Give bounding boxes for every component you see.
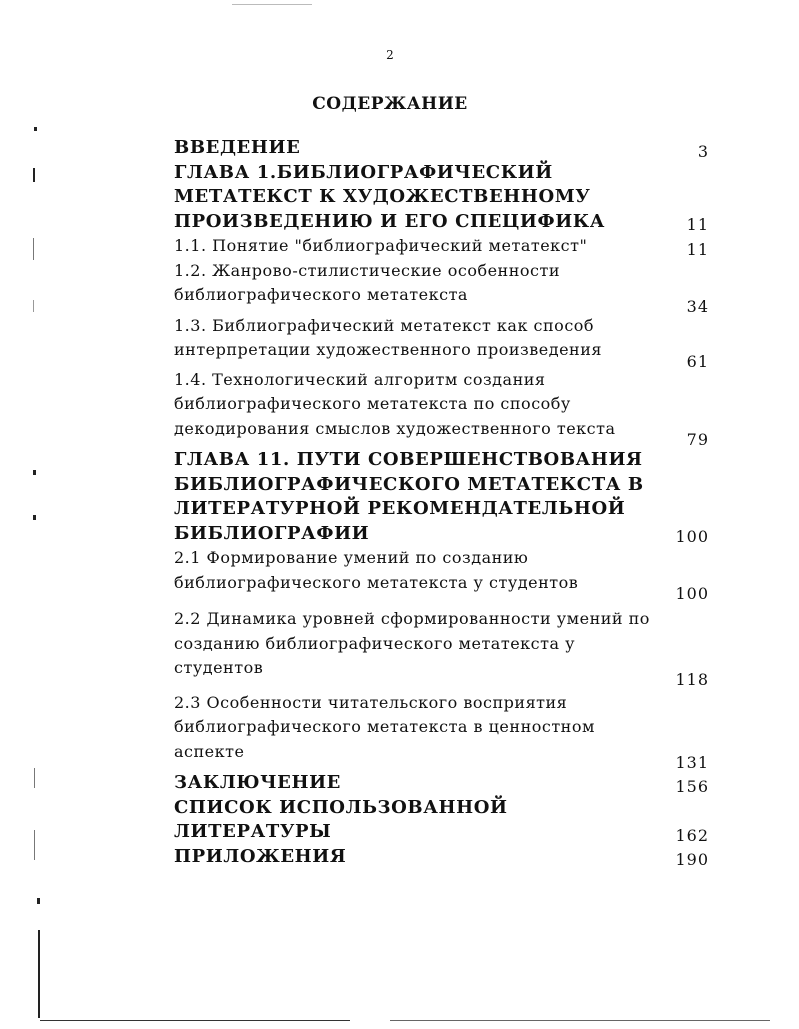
toc-entry-chapter-2 — [174, 448, 709, 546]
toc-entry-1-3 — [174, 314, 709, 371]
table-of-contents — [174, 136, 709, 869]
toc-entry-references — [174, 796, 709, 845]
toc-entry-text: 2.3 Особенности читательского восприятия библиографического метатекста в ценностном аспекте — [174, 692, 595, 761]
scan-artifact-mark — [34, 768, 35, 788]
toc-entry-appendices — [174, 845, 709, 870]
scan-artifact-mark — [34, 127, 37, 131]
scan-artifact-mark — [33, 515, 36, 520]
toc-entry-chapter-1 — [174, 161, 709, 235]
toc-entry-1-1 — [174, 234, 709, 259]
toc-entry-1-2 — [174, 259, 709, 316]
toc-entry-conclusion — [174, 771, 709, 796]
scan-artifact-bottom-line — [390, 1020, 770, 1021]
toc-entry-text: ВВЕДЕНИЕ — [174, 137, 301, 158]
toc-entry-2-1 — [174, 546, 709, 603]
toc-entry-text: 1.1. Понятие "библиографический метатекст" — [174, 236, 588, 255]
toc-entry-page: 190 — [675, 850, 709, 869]
toc-entry-page: 156 — [675, 776, 709, 796]
scan-artifact-top-line — [232, 4, 312, 5]
scan-artifact-mark — [37, 898, 40, 904]
toc-entry-page: 3 — [697, 141, 709, 161]
toc-entry-2-2 — [174, 607, 709, 689]
toc-entry-text: 1.3. Библиографический метатекст как способ интерпретации художественного произведения — [174, 315, 602, 359]
toc-entry-text: 2.1 Формирование умений по созданию библиографического метатекста у студентов — [174, 548, 579, 592]
toc-entry-page: 118 — [675, 669, 709, 689]
scan-artifact-mark — [33, 238, 34, 260]
toc-entry-page: 61 — [686, 351, 709, 371]
page-number: 2 — [386, 48, 394, 62]
toc-entry-1-4 — [174, 368, 709, 449]
toc-entry-text: ПРИЛОЖЕНИЯ — [174, 845, 347, 867]
page-title: СОДЕРЖАНИЕ — [312, 94, 468, 114]
scan-artifact-mark — [33, 168, 35, 182]
toc-entry-text: 2.2 Динамика уровней сформированности умений по созданию библиографического метатекста у студентов — [174, 609, 650, 677]
toc-entry-text: 1.4. Технологический алгоритм создания библиографического метатекста по способу декодирования смыслов художественного текста — [174, 369, 616, 438]
scan-artifact-mark — [33, 300, 34, 312]
toc-entry-page: 11 — [686, 239, 709, 259]
toc-entry-2-3 — [174, 691, 709, 772]
scan-artifact-bottom-line — [40, 1020, 350, 1021]
toc-entry-text: СПИСОК ИСПОЛЬЗОВАННОЙ ЛИТЕРАТУРЫ — [174, 796, 508, 842]
toc-entry-text: ГЛАВА 1.БИБЛИОГРАФИЧЕСКИЙ МЕТАТЕКСТ К ХУДОЖЕСТВЕННОМУ ПРОИЗВЕДЕНИЮ И ЕГО СПЕЦИФИКА — [174, 161, 606, 232]
toc-entry-text: ГЛАВА 11. ПУТИ СОВЕРШЕНСТВОВАНИЯ БИБЛИОГРАФИЧЕСКОГО МЕТАТЕКСТА В ЛИТЕРАТУРНОЙ РЕКОМЕНДАТЕЛЬНОЙ БИБЛИОГРАФИИ — [174, 449, 644, 544]
scan-artifact-mark — [33, 470, 36, 475]
toc-entry-page: 11 — [686, 215, 709, 234]
toc-entry-text: 1.2. Жанрово-стилистические особенности библиографического метатекста — [174, 260, 560, 304]
toc-entry-text: ЗАКЛЮЧЕНИЕ — [174, 772, 341, 793]
scan-artifact-mark — [34, 830, 35, 860]
toc-entry-page: 162 — [675, 825, 709, 845]
toc-entry-page: 79 — [686, 430, 709, 449]
toc-entry-introduction — [174, 136, 709, 161]
toc-entry-page: 131 — [675, 753, 709, 772]
toc-entry-page: 100 — [675, 527, 709, 546]
scan-artifact-mark — [38, 930, 40, 1018]
toc-entry-page: 34 — [686, 296, 709, 316]
toc-entry-page: 100 — [675, 584, 709, 603]
